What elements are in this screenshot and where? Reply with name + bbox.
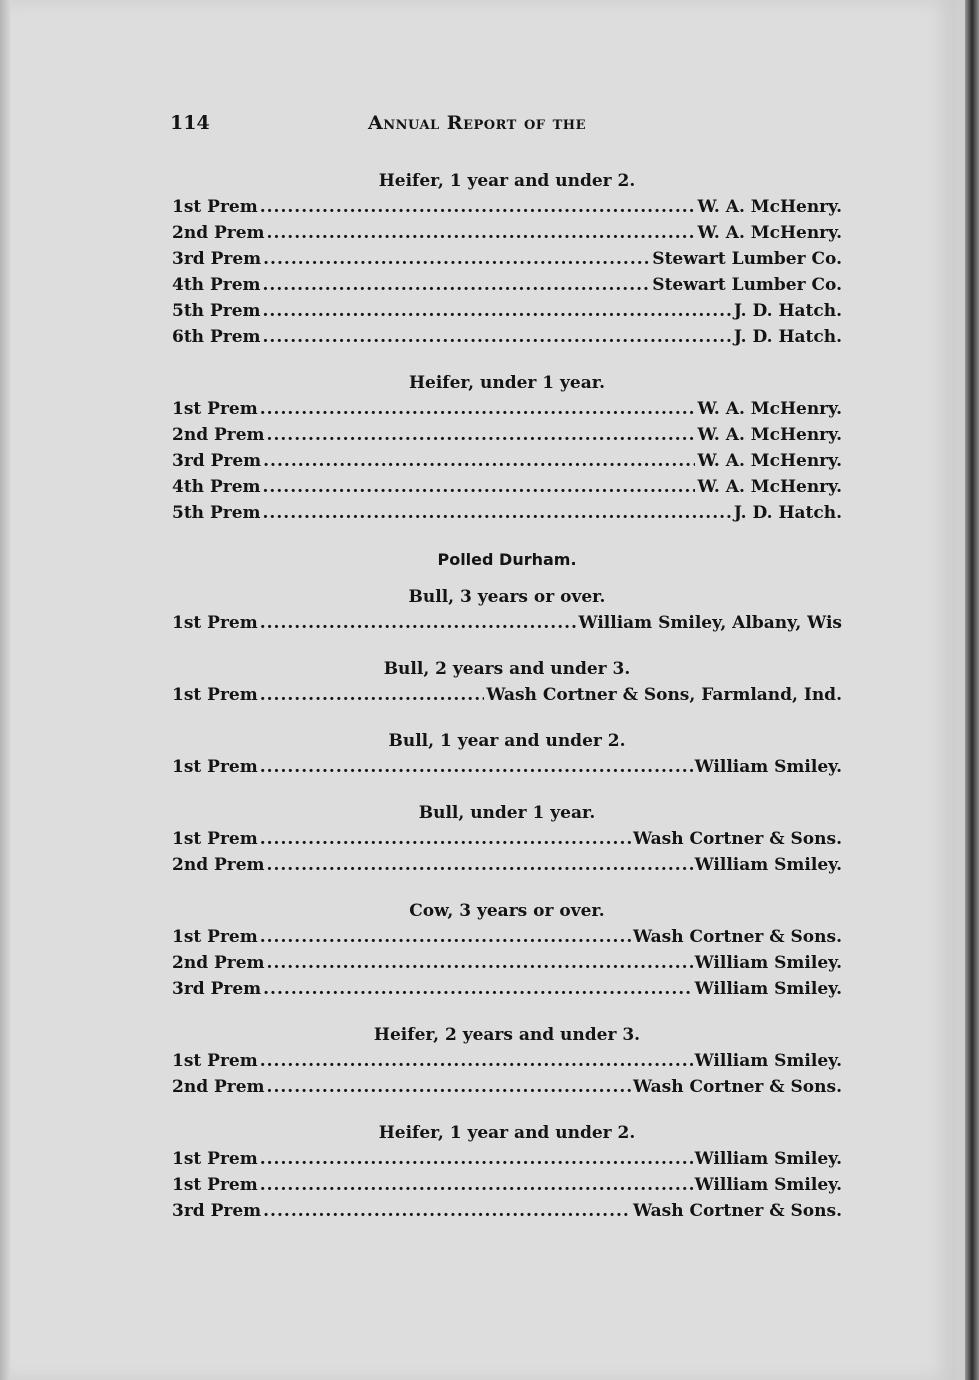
- premium-winner: Stewart Lumber Co.: [652, 249, 842, 269]
- leader-dots: [267, 852, 693, 878]
- leader-dots: [267, 220, 696, 246]
- class-section: [172, 898, 842, 1002]
- premium-winner: W. A. McHenry.: [697, 399, 842, 419]
- class-title: Bull, under 1 year.: [418, 803, 596, 823]
- premium-winner: William Smiley.: [694, 979, 842, 999]
- shorthorn-continued-sections: [172, 168, 842, 526]
- class-section: [172, 168, 842, 350]
- premium-winner: J. D. Hatch.: [733, 327, 842, 347]
- page-header: [170, 112, 840, 142]
- premium-place: 5th Prem: [172, 301, 261, 321]
- premium-row: [172, 396, 842, 422]
- premium-place: 1st Prem: [172, 1149, 258, 1169]
- premium-place: 2nd Prem: [172, 855, 265, 875]
- class-section: [172, 728, 842, 780]
- premium-winner: J. D. Hatch.: [733, 503, 842, 523]
- premium-place: 2nd Prem: [172, 223, 265, 243]
- leader-dots: [263, 298, 732, 324]
- leader-dots: [263, 324, 732, 350]
- class-title: Bull, 1 year and under 2.: [388, 731, 626, 751]
- premium-place: 1st Prem: [172, 927, 258, 947]
- class-section: [172, 584, 842, 636]
- leader-dots: [260, 194, 696, 220]
- premium-place: 1st Prem: [172, 685, 258, 705]
- class-section: [172, 1022, 842, 1100]
- premium-row: [172, 500, 842, 526]
- premium-row: [172, 976, 842, 1002]
- leader-dots: [260, 924, 631, 950]
- premium-place: 2nd Prem: [172, 425, 265, 445]
- premium-row: [172, 852, 842, 878]
- leader-dots: [263, 976, 692, 1002]
- premium-row: [172, 194, 842, 220]
- premium-row: [172, 298, 842, 324]
- leader-dots: [260, 1172, 693, 1198]
- breed-heading: Polled Durham.: [437, 550, 577, 569]
- premium-row: [172, 246, 842, 272]
- leader-dots: [260, 682, 485, 708]
- leader-dots: [267, 950, 693, 976]
- leader-dots: [260, 754, 693, 780]
- page-left-edge: [0, 0, 10, 1380]
- premium-winner: Wash Cortner & Sons.: [633, 829, 842, 849]
- premium-winner: W. A. McHenry.: [697, 477, 842, 497]
- leader-dots: [260, 610, 577, 636]
- leader-dots: [263, 500, 732, 526]
- premium-row: [172, 1048, 842, 1074]
- premium-place: 3rd Prem: [172, 451, 262, 471]
- premium-winner: William Smiley.: [694, 1149, 842, 1169]
- class-title: Heifer, 1 year and under 2.: [378, 171, 636, 191]
- premium-winner: William Smiley.: [694, 1051, 842, 1071]
- premium-place: 2nd Prem: [172, 953, 265, 973]
- premium-winner: Wash Cortner & Sons.: [633, 927, 842, 947]
- premium-winner: W. A. McHenry.: [697, 425, 842, 445]
- premium-row: [172, 1198, 842, 1224]
- premium-winner: William Smiley.: [694, 855, 842, 875]
- page-right-edge: [965, 0, 979, 1380]
- premium-row: [172, 610, 842, 636]
- premium-row: [172, 950, 842, 976]
- premium-place: 4th Prem: [172, 275, 261, 295]
- premium-place: 1st Prem: [172, 757, 258, 777]
- premium-place: 1st Prem: [172, 829, 258, 849]
- premium-place: 6th Prem: [172, 327, 261, 347]
- page-number: 114: [170, 112, 210, 134]
- premium-place: 3rd Prem: [172, 249, 262, 269]
- premium-row: [172, 1146, 842, 1172]
- leader-dots: [263, 246, 650, 272]
- class-title: Cow, 3 years or over.: [409, 901, 605, 921]
- premium-list: [172, 160, 842, 1244]
- premium-winner: William Smiley.: [694, 953, 842, 973]
- class-section: [172, 370, 842, 526]
- premium-winner: W. A. McHenry.: [697, 197, 842, 217]
- premium-place: 1st Prem: [172, 1175, 258, 1195]
- premium-winner: William Smiley.: [694, 757, 842, 777]
- premium-row: [172, 1074, 842, 1100]
- leader-dots: [260, 396, 696, 422]
- class-section: [172, 656, 842, 708]
- class-title: Bull, 2 years and under 3.: [383, 659, 631, 679]
- premium-row: [172, 754, 842, 780]
- premium-row: [172, 220, 842, 246]
- running-head: Annual Report of the: [368, 112, 586, 134]
- leader-dots: [263, 1198, 631, 1224]
- premium-winner: W. A. McHenry.: [697, 223, 842, 243]
- premium-row: [172, 682, 842, 708]
- premium-row: [172, 324, 842, 350]
- class-section: [172, 800, 842, 878]
- leader-dots: [260, 1146, 693, 1172]
- premium-row: [172, 1172, 842, 1198]
- premium-winner: Stewart Lumber Co.: [652, 275, 842, 295]
- leader-dots: [267, 1074, 632, 1100]
- premium-place: 2nd Prem: [172, 1077, 265, 1097]
- leader-dots: [267, 422, 696, 448]
- premium-winner: Wash Cortner & Sons.: [633, 1077, 842, 1097]
- premium-winner: W. A. McHenry.: [697, 451, 842, 471]
- premium-winner: William Smiley.: [694, 1175, 842, 1195]
- premium-place: 1st Prem: [172, 399, 258, 419]
- premium-row: [172, 924, 842, 950]
- premium-place: 3rd Prem: [172, 1201, 262, 1221]
- premium-place: 5th Prem: [172, 503, 261, 523]
- premium-winner: William Smiley, Albany, Wis: [578, 613, 842, 633]
- premium-row: [172, 422, 842, 448]
- premium-row: [172, 474, 842, 500]
- leader-dots: [263, 448, 695, 474]
- premium-place: 1st Prem: [172, 197, 258, 217]
- premium-place: 3rd Prem: [172, 979, 262, 999]
- leader-dots: [260, 826, 631, 852]
- class-title: Heifer, under 1 year.: [408, 373, 606, 393]
- class-title: Heifer, 1 year and under 2.: [378, 1123, 636, 1143]
- premium-row: [172, 448, 842, 474]
- class-title: Bull, 3 years or over.: [408, 587, 606, 607]
- polled-durham-sections: [172, 584, 842, 1224]
- premium-winner: Wash Cortner & Sons, Farmland, Ind.: [486, 685, 842, 705]
- leader-dots: [263, 474, 696, 500]
- premium-winner: Wash Cortner & Sons.: [633, 1201, 842, 1221]
- premium-row: [172, 826, 842, 852]
- premium-place: 1st Prem: [172, 613, 258, 633]
- premium-place: 1st Prem: [172, 1051, 258, 1071]
- premium-row: [172, 272, 842, 298]
- class-section: [172, 1120, 842, 1224]
- premium-place: 4th Prem: [172, 477, 261, 497]
- leader-dots: [263, 272, 651, 298]
- leader-dots: [260, 1048, 693, 1074]
- premium-winner: J. D. Hatch.: [733, 301, 842, 321]
- class-title: Heifer, 2 years and under 3.: [373, 1025, 641, 1045]
